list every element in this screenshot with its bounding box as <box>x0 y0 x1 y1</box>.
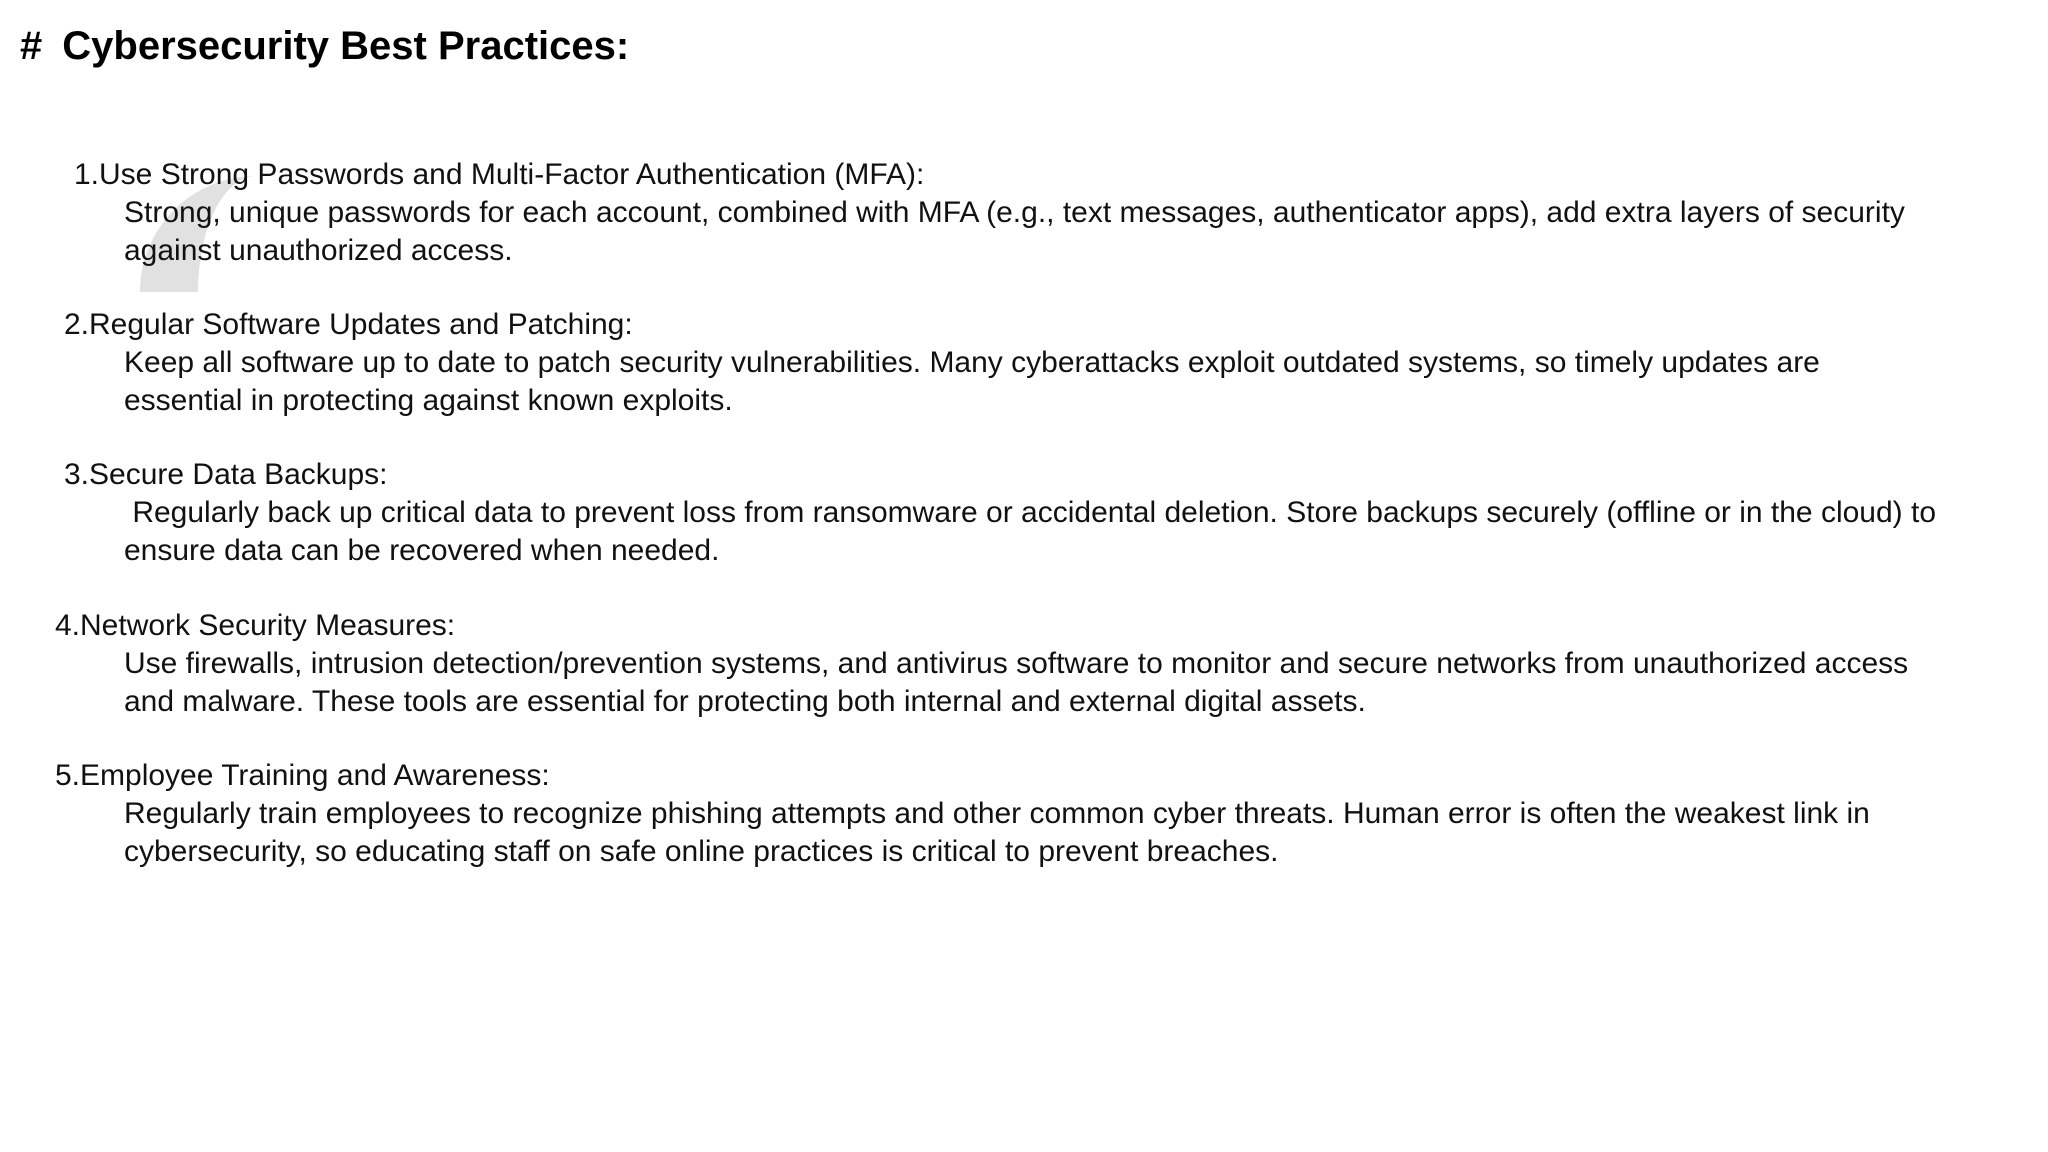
description-line: against unauthorized access. <box>124 234 513 267</box>
list-item-heading: 3.Secure Data Backups: <box>64 458 388 491</box>
list-item-description <box>124 494 2034 570</box>
description-line: and malware. These tools are essential for protecting both internal and external digital assets. <box>124 685 1366 718</box>
description-line: Use firewalls, intrusion detection/prevention systems, and antivirus software to monitor and secure networks from unauthorized access <box>124 647 1909 680</box>
title-hash: # <box>20 24 43 68</box>
list-item-description <box>124 194 2034 270</box>
description-line: Keep all software up to date to patch security vulnerabilities. Many cyberattacks exploit outdated systems, so timely updates are <box>124 346 1820 379</box>
list-item-heading: 1.Use Strong Passwords and Multi-Factor Authentication (MFA): <box>74 158 925 191</box>
list-item-heading: 4.Network Security Measures: <box>55 609 456 642</box>
description-line: ensure data can be recovered when needed. <box>124 534 720 567</box>
list-item-heading: 5.Employee Training and Awareness: <box>55 759 550 792</box>
description-line: essential in protecting against known exploits. <box>124 384 733 417</box>
list-item-heading: 2.Regular Software Updates and Patching: <box>64 308 633 341</box>
list-item-description <box>124 645 2034 721</box>
title-text: Cybersecurity Best Practices: <box>62 24 630 68</box>
description-line: Regularly back up critical data to prevent loss from ransomware or accidental deletion. Store backups securely (offline or in the cloud) to <box>124 496 1937 529</box>
description-line: cybersecurity, so educating staff on safe online practices is critical to prevent breaches. <box>124 835 1279 868</box>
description-line: Regularly train employees to recognize phishing attempts and other common cyber threats. Human error is often the weakest link in <box>124 797 1870 830</box>
page-title <box>20 22 629 70</box>
list-item-description <box>124 795 2034 871</box>
list-item-description <box>124 344 2034 420</box>
description-line: Strong, unique passwords for each account, combined with MFA (e.g., text messages, authenticator apps), add extra layers of security <box>124 196 1905 229</box>
